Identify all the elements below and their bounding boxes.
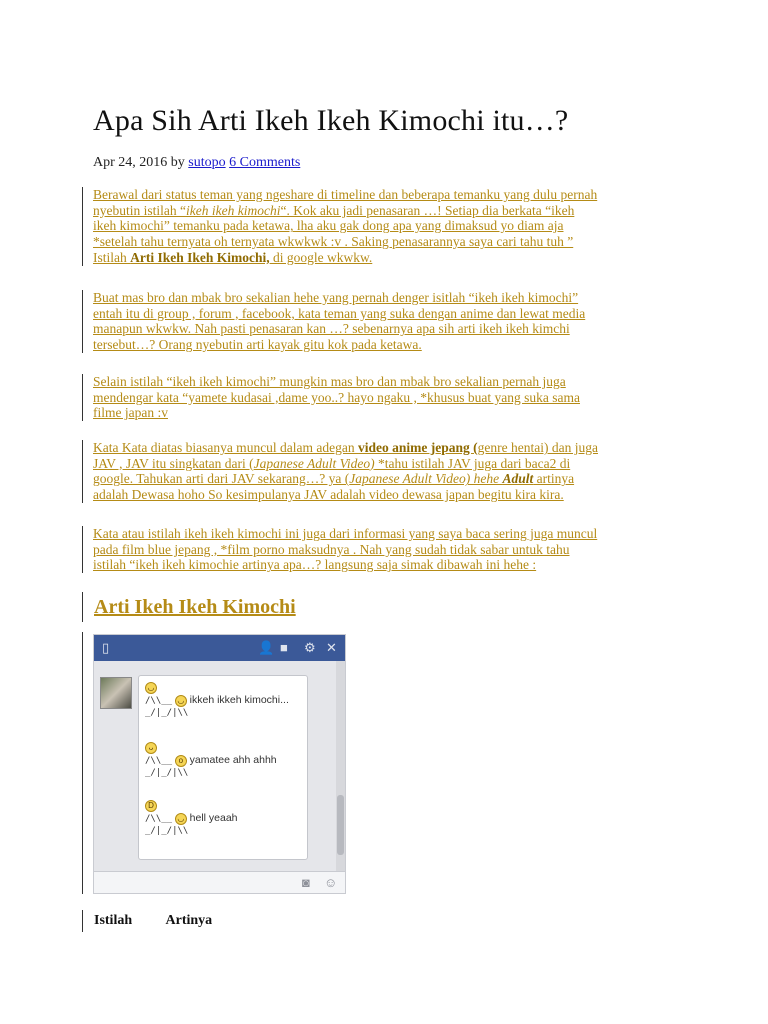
text-line[interactable]: Istilah Arti Ikeh Ikeh Kimochi, di google wkwkw. — [93, 249, 373, 265]
text-line[interactable]: ikeh kimochi” temanku pada ketawa, lha aku gak dong apa yang dimaksud yo diam aja — [93, 218, 564, 234]
text-line[interactable]: Buat mas bro dan mbak bro sekalian hehe yang pernah denger isitlah “ikeh ikeh kimochi” — [93, 290, 579, 305]
mobile-icon: ▯ — [102, 640, 110, 655]
text-line[interactable]: istilah “ikeh ikeh kimochie artinya apa…? langsung saja simak dibawah ini hehe : — [93, 557, 537, 573]
angry-face-icon: ᴗ — [145, 742, 157, 754]
by-label: by — [170, 155, 185, 170]
article-meta — [93, 155, 300, 171]
text-line[interactable]: mendengar kata “yamete kudasai ,dame yoo..? hayo ngaku , *khusus buat yang suka sama — [93, 389, 580, 405]
avatar — [100, 677, 132, 709]
text-line[interactable]: *setelah tahu ternyata oh ternyata wkwkwk :v . Saking penasarannya saya cari tahu tuh ” — [93, 234, 574, 250]
paragraph-two — [82, 290, 693, 353]
message-text: yamatee ahh ahhh — [189, 754, 277, 766]
text-line[interactable]: pada film blue jepang , *film porno maksudnya . Nah yang sudah tidak sabar untuk tahu — [93, 541, 570, 557]
text-line[interactable]: Berawal dari status teman yang ngeshare di timeline dan beberapa temanku yang dulu pernah — [93, 187, 598, 202]
chat-message — [145, 800, 238, 836]
ascii-art: _/|_/|\\ — [145, 826, 189, 836]
author-link[interactable]: sutopo — [188, 155, 226, 170]
chat-body — [94, 661, 345, 871]
text-line[interactable]: Selain istilah “ikeh ikeh kimochi” mungkin mas bro dan mbak bro sekalian pernah juga — [93, 374, 566, 389]
surprised-face-icon: o — [175, 755, 187, 767]
text-line[interactable]: tersebut…? Orang nyebutin arti kayak gitu kok pada ketawa. — [93, 337, 422, 353]
camera-icon: ◙ — [302, 875, 310, 890]
post-date: Apr 24, 2016 — [93, 155, 168, 170]
smiley-icon: ◡ — [175, 695, 187, 707]
chat-scrollbar — [336, 661, 345, 871]
chat-screenshot-image — [93, 634, 346, 894]
comments-link[interactable]: 6 Comments — [229, 155, 301, 170]
paragraph-five — [82, 526, 693, 573]
table-header-meaning: Artinya — [165, 913, 213, 928]
paragraph-four — [82, 440, 693, 503]
text-line[interactable]: entah itu di group , forum , facebook, kata teman yang suka dengan anime dan lewat media — [93, 305, 586, 321]
section-heading[interactable]: Arti Ikeh Ikeh Kimochi — [82, 592, 296, 622]
table-header-term: Istilah — [94, 913, 133, 928]
video-call-icon: ■ — [280, 640, 288, 655]
paragraph-intro — [82, 187, 693, 266]
gear-icon: ⚙ — [304, 640, 316, 655]
paragraph-three — [82, 374, 693, 421]
close-icon: ✕ — [326, 640, 337, 655]
grin-face-icon: D — [145, 800, 157, 812]
smiley-icon: ◡ — [145, 682, 157, 694]
add-friend-icon: 👤 — [258, 640, 275, 655]
ascii-art: /\\__ — [145, 696, 173, 706]
ascii-art: _/|_/|\\ — [145, 708, 189, 718]
chat-input-bar — [94, 871, 345, 894]
ascii-art: /\\__ — [145, 756, 173, 766]
emoji-icon: ☺ — [324, 875, 338, 890]
chat-message — [145, 742, 277, 778]
chat-message — [145, 682, 289, 718]
text-line[interactable]: JAV , JAV itu singkatan dari (Japanese Adult Video) *tahu istilah JAV juga dari baca2 di — [93, 455, 571, 471]
image-border — [82, 632, 83, 894]
text-line[interactable]: adalah Dewasa hoho So kesimpulanya JAV adalah video dewasa japan begitu kira kira. — [93, 487, 564, 503]
wink-face-icon: ◡ — [175, 813, 187, 825]
text-line[interactable]: Kata atau istilah ikeh ikeh kimochi ini juga dari informasi yang saya baca sering juga muncul — [93, 526, 598, 541]
text-line[interactable]: nyebutin istilah “ikeh ikeh kimochi“. Kok aku jadi penasaran …! Setiap dia berkata “ikeh — [93, 202, 575, 218]
ascii-art: /\\__ — [145, 814, 173, 824]
text-line[interactable]: filme japan :v — [93, 405, 168, 421]
text-line[interactable]: manapun wkwkw. Nah pasti penasaran kan …? sebenarnya apa sih arti ikeh ikeh kimchi — [93, 321, 570, 337]
chat-bubble — [138, 675, 308, 860]
message-text: hell yeaah — [189, 812, 238, 824]
scroll-thumb — [337, 795, 344, 855]
article-title: Apa Sih Arti Ikeh Ikeh Kimochi itu…? — [93, 104, 569, 137]
text-line[interactable]: google. Tahukan arti dari JAV sekarang…? ya (Japanese Adult Video) hehe Adult artinya — [93, 471, 575, 487]
table-header-row — [82, 910, 212, 932]
chat-title-bar — [94, 635, 345, 661]
ascii-art: _/|_/|\\ — [145, 768, 189, 778]
message-text: ikkeh ikkeh kimochi... — [189, 694, 289, 706]
text-line[interactable]: Kata Kata diatas biasanya muncul dalam adegan video anime jepang (genre hentai) dan juga — [93, 440, 598, 455]
